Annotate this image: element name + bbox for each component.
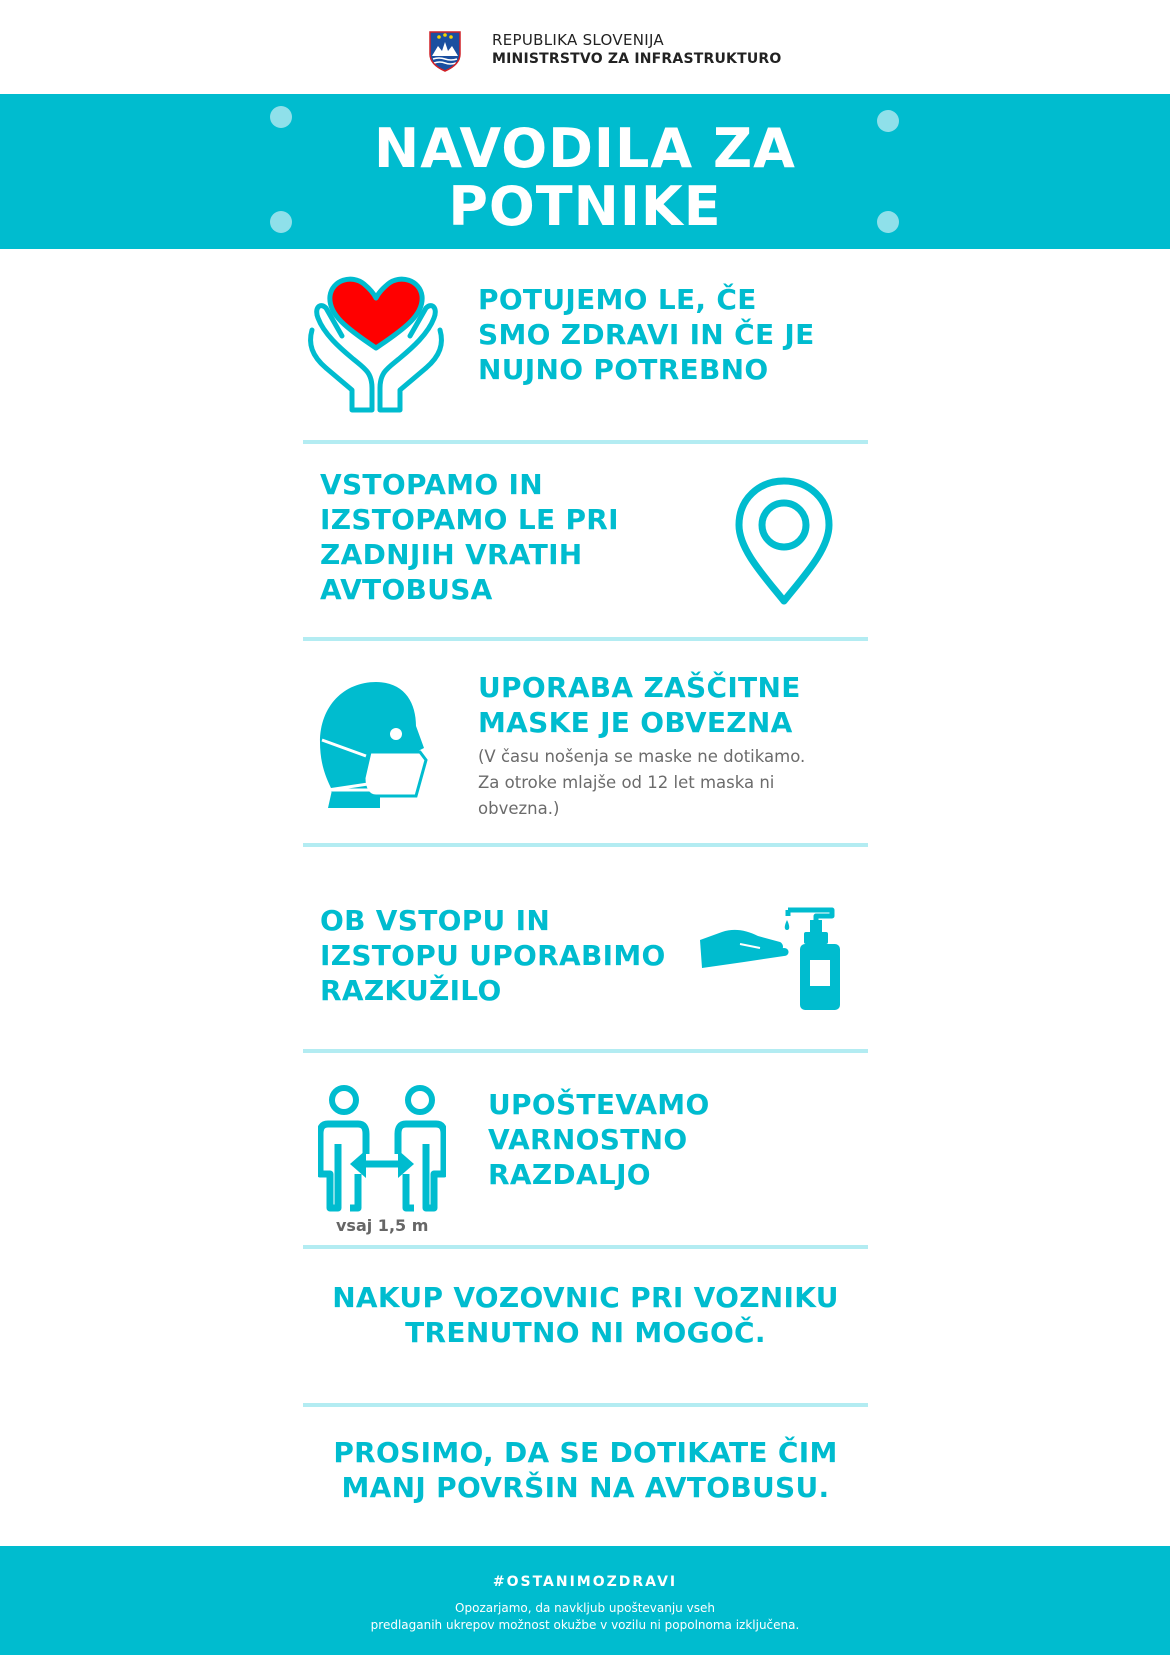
section-tickets: NAKUP VOZOVNIC PRI VOZNIKU TRENUTNO NI MOGOČ. <box>332 1281 839 1349</box>
disclaimer-line: predlaganih ukrepov možnost okužbe v vozilu ni popolnoma izključena. <box>370 1618 800 1632</box>
divider <box>303 1403 868 1407</box>
divider <box>303 440 868 444</box>
page-title: NAVODILA ZA POTNIKE <box>374 117 796 238</box>
divider <box>303 637 868 641</box>
mask-note: (V času nošenja se maske ne dotikamo. Za otroke mlajše od 12 let maska ni obvezna.) <box>478 747 806 818</box>
section-rear-doors: VSTOPAMO IN IZSTOPAMO LE PRI ZADNJIH VRATIH AVTOBUSA <box>320 468 619 606</box>
hand-sanitizer-icon <box>700 906 844 1012</box>
disclaimer-line: Opozarjamo, da navkljub upoštevanju vseh <box>455 1601 715 1615</box>
section-mask: UPORABA ZAŠČITNE MASKE JE OBVEZNA (V času nošenja se maske ne dotikamo. Za otroke mlajše od 12 let maska ni obvezna.) <box>478 670 868 822</box>
divider <box>303 1245 868 1249</box>
country-name: REPUBLIKA SLOVENIJA <box>492 31 664 49</box>
ministry-name: MINISTRSTVO ZA INFRASTRUKTURO <box>492 51 782 67</box>
government-header <box>0 0 1170 94</box>
divider <box>303 843 868 847</box>
face-mask-icon <box>318 678 430 811</box>
divider <box>303 1049 868 1053</box>
location-pin-icon <box>733 475 835 607</box>
distance-label: vsaj 1,5 m <box>336 1216 429 1235</box>
section-distance: UPOŠTEVAMO VARNOSTNO RAZDALJO <box>488 1088 710 1191</box>
title-banner <box>0 94 1170 249</box>
footer <box>0 1546 1170 1655</box>
section-healthy-travel: POTUJEMO LE, ČE SMO ZDRAVI IN ČE JE NUJNO POTREBNO <box>478 283 815 386</box>
hashtag: #OSTANIMOZDRAVI <box>492 1574 678 1590</box>
section-surfaces: PROSIMO, DA SE DOTIKATE ČIM MANJ POVRŠIN NA AVTOBUSU. <box>333 1436 838 1504</box>
section-sanitizer: OB VSTOPU IN IZSTOPU UPORABIMO RAZKUŽILO <box>320 904 666 1007</box>
slovenia-crest-icon <box>428 30 462 72</box>
hands-heart-icon <box>306 272 446 414</box>
social-distance-icon <box>318 1084 446 1212</box>
